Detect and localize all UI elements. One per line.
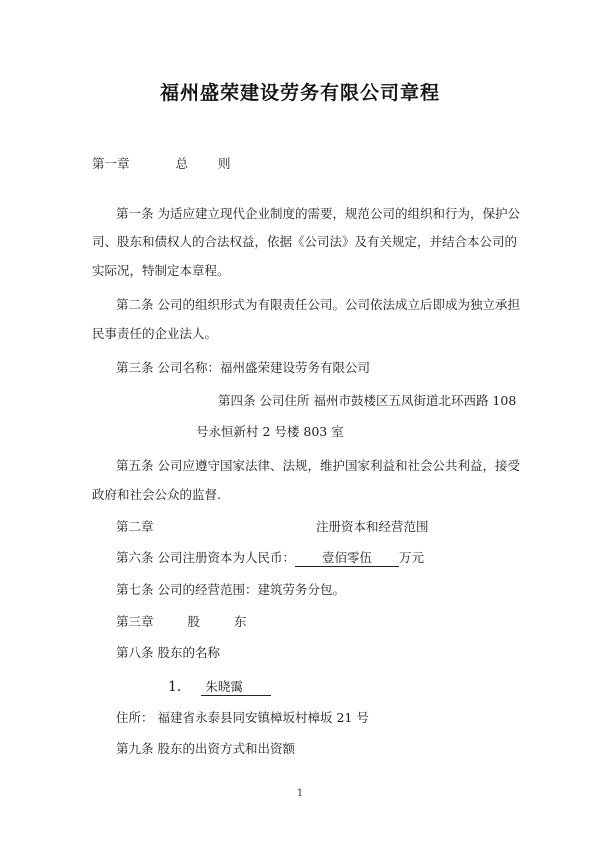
chapter-1-label: 第一章 (92, 156, 130, 171)
article-5-line-2: 政府和社会公众的监督. (92, 487, 221, 502)
article-7: 第七条 公司的经营范围：建筑劳务分包。 (116, 582, 345, 597)
article-1-line-2: 司、股东和债权人的合法权益，依据《公司法》及有关规定，并结合本公司的 (92, 234, 518, 249)
chapter-2-label: 第二章 (116, 519, 154, 534)
chapter-3-heading (116, 614, 247, 630)
article-2-line-2: 民事责任的企业法人。 (92, 326, 218, 341)
article-9: 第九条 股东的出资方式和出资额 (116, 741, 295, 756)
shareholder-1 (168, 679, 271, 696)
article-6-prefix: 第六条 公司注册资本为人民币： (116, 550, 295, 565)
article-6-suffix: 万元 (398, 550, 424, 565)
chapter-2-title: 注册资本和经营范围 (316, 519, 429, 534)
chapter-1-heading (92, 156, 231, 172)
chapter-1-title-part2: 则 (218, 156, 231, 171)
chapter-3-title-part2: 东 (234, 614, 247, 629)
page-number: 1 (296, 788, 304, 799)
chapter-3-label: 第三章 (116, 614, 154, 629)
shareholder-index: 1. (168, 679, 182, 695)
article-8: 第八条 股东的名称 (116, 645, 220, 660)
article-1-line-1: 第一条 为适应建立现代企业制度的需要，规范公司的组织和行为，保护公 (116, 206, 520, 221)
document-title: 福州盛荣建设劳务有限公司章程 (159, 82, 440, 104)
shareholder-name: 朱晓霭 (201, 679, 271, 696)
article-1-line-3: 实际况，特制定本章程。 (92, 263, 230, 278)
article-5-line-1: 第五条 公司应遵守国家法律、法规，维护国家利益和社会公共利益，接受 (116, 458, 520, 473)
chapter-1-title-part1: 总 (175, 156, 189, 171)
registered-capital-amount: 壹佰零伍 (295, 550, 399, 567)
article-4-line-1: 第四条 公司住所 福州市鼓楼区五凤街道北环西路 108 (218, 393, 517, 408)
article-4-line-2: 号永恒新村 2 号楼 803 室 (196, 424, 344, 439)
article-2-line-1: 第二条 公司的组织形式为有限责任公司。公司依法成立后即成为独立承担 (116, 297, 520, 312)
article-6 (116, 550, 424, 567)
article-3: 第三条 公司名称：福州盛荣建设劳务有限公司 (116, 360, 370, 375)
shareholder-residence: 住所： 福建省永泰县同安镇樟坂村樟坂 21 号 (116, 710, 369, 725)
chapter-3-title-part1: 股 (187, 614, 201, 629)
